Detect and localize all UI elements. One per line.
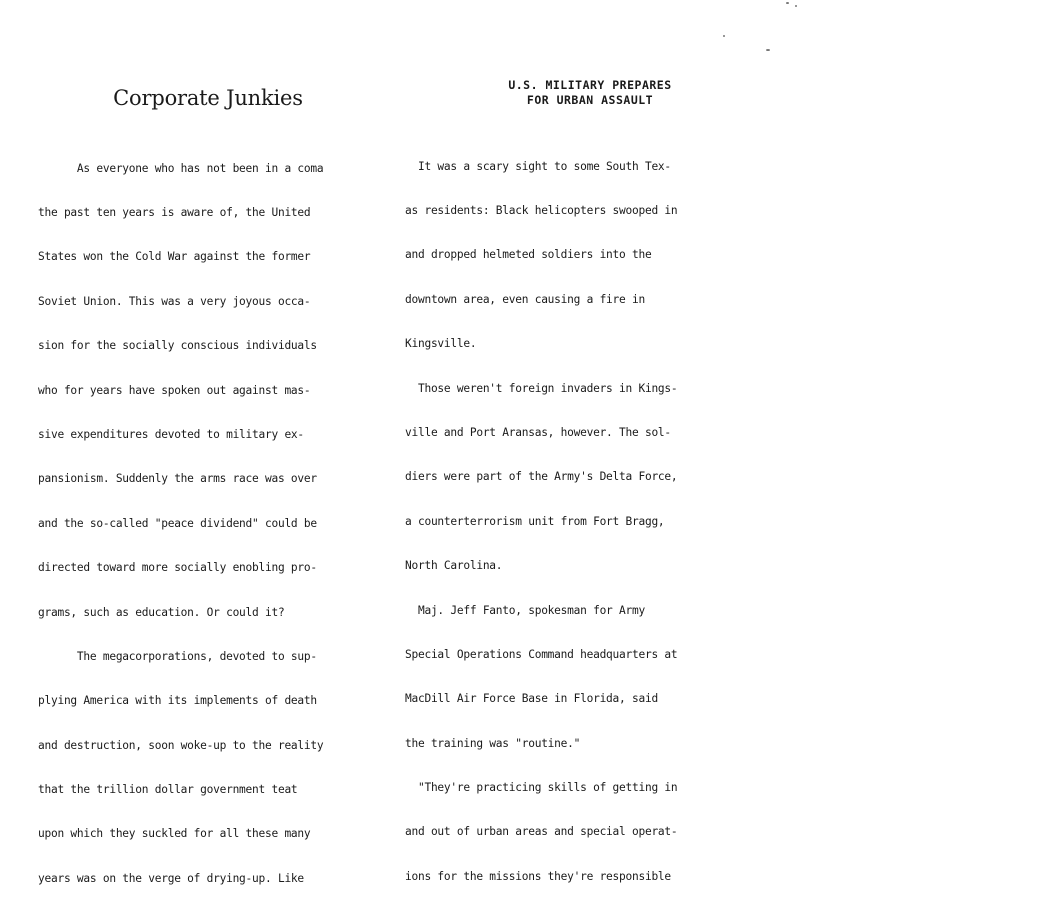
- right-article-title-line: U.S. MILITARY PREPARES: [508, 78, 672, 92]
- right-article-body: [405, 130, 765, 914]
- body-line: Kingsville.: [405, 337, 477, 351]
- scan-speck: [723, 35, 725, 37]
- left-article: [38, 86, 398, 916]
- body-line: As everyone who has not been in a coma: [38, 161, 324, 175]
- body-line: that the trillion dollar government teat: [38, 783, 298, 797]
- body-line: Special Operations Command headquarters at: [405, 647, 678, 661]
- scan-speck: [795, 5, 797, 7]
- scan-speck: [766, 49, 770, 51]
- body-line: Those weren't foreign invaders in Kings-: [405, 381, 678, 395]
- body-line: States won the Cold War against the former: [38, 250, 311, 264]
- left-article-title: Corporate Junkies: [113, 86, 303, 110]
- body-line: Soviet Union. This was a very joyous occa-: [38, 294, 311, 308]
- body-line: a counterterrorism unit from Fort Bragg,: [405, 514, 665, 528]
- body-line: North Carolina.: [405, 559, 503, 573]
- body-line: grams, such as education. Or could it?: [38, 605, 285, 619]
- body-line: diers were part of the Army's Delta Force,: [405, 470, 678, 484]
- scan-speck: [786, 2, 789, 4]
- body-line: and the so-called "peace dividend" could be: [38, 516, 317, 530]
- body-line: It was a scary sight to some South Tex-: [405, 159, 671, 173]
- body-line: Maj. Jeff Fanto, spokesman for Army: [405, 603, 645, 617]
- body-line: upon which they suckled for all these many: [38, 827, 311, 841]
- body-line: sion for the socially conscious individuals: [38, 339, 317, 353]
- body-line: and destruction, soon woke-up to the reality: [38, 738, 324, 752]
- body-line: MacDill Air Force Base in Florida, said: [405, 692, 658, 706]
- body-line: the training was "routine.": [405, 736, 581, 750]
- left-article-body: [38, 132, 398, 916]
- right-article-title: [405, 78, 765, 108]
- body-line: years was on the verge of drying-up. Like: [38, 871, 304, 885]
- body-line: "They're practicing skills of getting in: [405, 781, 678, 795]
- body-line: ions for the missions they're responsible: [405, 869, 671, 883]
- body-line: who for years have spoken out against mas-: [38, 383, 311, 397]
- body-line: ville and Port Aransas, however. The sol-: [405, 425, 671, 439]
- body-line: The megacorporations, devoted to sup-: [38, 649, 317, 663]
- body-line: the past ten years is aware of, the United: [38, 205, 311, 219]
- body-line: and dropped helmeted soldiers into the: [405, 248, 652, 262]
- body-line: sive expenditures devoted to military ex-: [38, 427, 304, 441]
- body-line: directed toward more socially enobling pro-: [38, 561, 317, 575]
- right-article: [405, 78, 765, 914]
- body-line: and out of urban areas and special operat-: [405, 825, 678, 839]
- right-article-title-line: FOR URBAN ASSAULT: [526, 93, 654, 107]
- body-line: plying America with its implements of death: [38, 694, 317, 708]
- body-line: as residents: Black helicopters swooped in: [405, 203, 678, 217]
- body-line: pansionism. Suddenly the arms race was over: [38, 472, 317, 486]
- body-line: downtown area, even causing a fire in: [405, 292, 645, 306]
